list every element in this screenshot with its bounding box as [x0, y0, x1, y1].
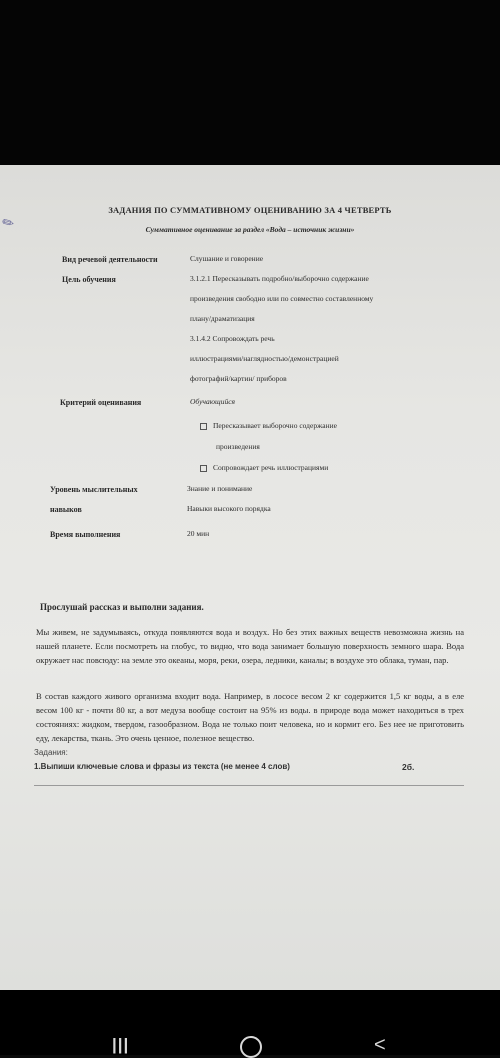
- document-title: ЗАДАНИЯ ПО СУММАТИВНОМУ ОЦЕНИВАНИЮ ЗА 4 ЧЕТВЕРТЬ: [108, 205, 392, 215]
- criteria-item-1-cont: произведения: [216, 442, 260, 451]
- row-value-time: 20 мин: [187, 529, 210, 538]
- recents-icon[interactable]: |||: [112, 1035, 130, 1054]
- goal-line: 3.1.2.1 Пересказывать подробно/выборочно содержание: [190, 274, 369, 283]
- goal-line: плану/драматизация: [190, 314, 255, 323]
- row-label-thinking-level: Уровень мыслительных: [50, 485, 138, 494]
- paragraph-2-text: В состав каждого живого организма входит вода. Например, в лососе весом 2 кг содержится 1,5 кг воды, а в еле весом 100 кг - почти 80 кг, а вот медуза вообще состоит на 95% из воды. в природе вода может находиться в трех состояниях: жидком, твердом, газообразном. Вода не только поит человека, но и кормит его. Без нее не приготовить еду, лекарства, ткань. Это очень ценное, полезное вещество.: [36, 691, 464, 743]
- paragraph-1-text: Мы живем, не задумываясь, откуда появляются вода и воздух. Но без этих важных веществ невозможна жизнь на нашей планете. Если посмотреть на глобус, то видно, что вода занимает большую поверхность земного шара. Вода окружает нас повсюду: на земле это океаны, моря, реки, озера, ледники, каналы; в воздухе это облака, туман, пар.: [36, 627, 464, 665]
- paragraph-2: [36, 689, 464, 745]
- paragraph-1: [36, 625, 464, 667]
- checkbox-icon: [200, 465, 207, 472]
- row-value-thinking-level: Знание и понимание: [187, 484, 253, 493]
- tasks-heading: Задания:: [34, 748, 68, 757]
- row-label-learning-goal: Цель обучения: [62, 275, 116, 284]
- answer-line: [34, 785, 464, 786]
- document-subtitle: Суммативное оценивание за раздел «Вода – источник жизни»: [145, 225, 355, 234]
- android-nav-bar: [0, 990, 500, 1055]
- checkbox-icon: [200, 423, 207, 430]
- criteria-item-1: [200, 421, 337, 430]
- task-1-points: 2б.: [402, 762, 415, 772]
- row-label-criteria: Критерий оценивания: [60, 398, 142, 407]
- section-heading: Прослушай рассказ и выполни задания.: [40, 602, 204, 612]
- document-page: [0, 165, 500, 990]
- criteria-learner: Обучающийся: [190, 397, 236, 406]
- row-value-skills: Навыки высокого порядка: [187, 504, 271, 513]
- row-label-skills: навыков: [50, 505, 82, 514]
- back-icon[interactable]: <: [374, 1034, 386, 1056]
- goal-line: 3.1.4.2 Сопровождать речь: [190, 334, 275, 343]
- goal-line: иллюстрациями/наглядностью/демонстрацией: [190, 354, 339, 363]
- goal-line: произведения свободно или по совместно составленному: [190, 294, 374, 303]
- task-1: 1.Выпиши ключевые слова и фразы из текста (не менее 4 слов): [34, 762, 290, 771]
- criteria-text: Сопровождает речь иллюстрациями: [213, 463, 329, 472]
- goal-line: фотографий/картин/ приборов: [190, 374, 287, 383]
- pen-mark-icon: ✎: [0, 214, 18, 234]
- row-value-speech-activity: Слушание и говорение: [190, 254, 264, 263]
- row-label-time: Время выполнения: [50, 530, 121, 539]
- criteria-text: Пересказывает выборочно содержание: [213, 421, 337, 430]
- row-label-speech-activity: Вид речевой деятельности: [62, 255, 158, 264]
- background-top: [0, 0, 500, 165]
- criteria-item-2: [200, 463, 328, 472]
